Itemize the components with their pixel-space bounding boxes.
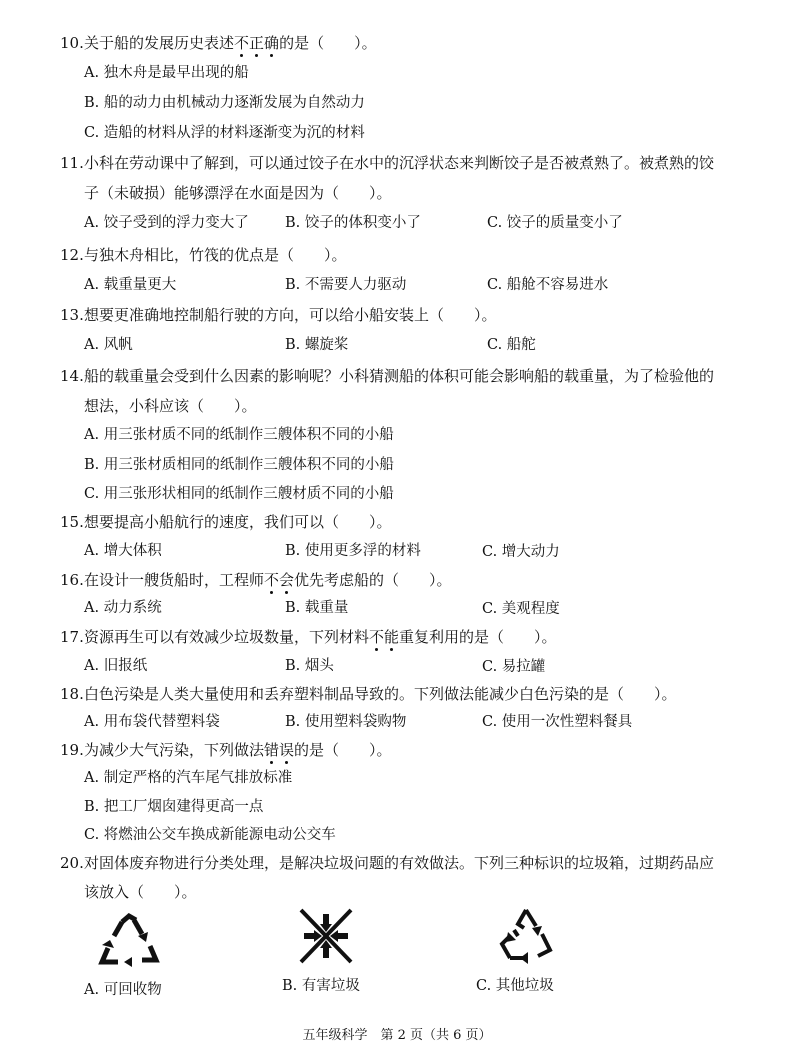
question-20-line2: 该放入（ ）。 — [84, 883, 197, 901]
option-19-b: B. 把工厂烟囱建得更高一点 — [84, 799, 264, 815]
page-footer: 五年级科学 第 2 页（共 6 页） — [302, 1028, 492, 1043]
option-14-a: A. 用三张材质不同的纸制作三艘体积不同的小船 — [84, 427, 394, 443]
emphasis-char: 正 — [249, 34, 265, 52]
question-11-line2: 子（未破损）能够漂浮在水面是因为（ ）。 — [84, 184, 392, 202]
question-14-line2: 想法，小科应该（ ）。 — [84, 397, 257, 415]
option-15-a: A. 增大体积 — [84, 543, 162, 559]
option-16-c: C. 美观程度 — [482, 601, 560, 617]
option-16-b: B. 载重量 — [285, 600, 349, 616]
emphasis-char: 不 — [264, 571, 280, 589]
option-13-c: C. 船舵 — [487, 337, 536, 353]
question-13: 13.想要更准确地控制船行驶的方向，可以给小船安装上（ ）。 — [60, 306, 497, 324]
option-19-a: A. 制定严格的汽车尾气排放标准 — [84, 770, 293, 786]
option-13-a: A. 风帆 — [84, 337, 133, 353]
other-waste-icon — [498, 906, 554, 968]
option-20-a: A. 可回收物 — [84, 982, 162, 998]
question-19: 19.为减少大气污染，下列做法错误的是（ ）。 — [60, 741, 392, 759]
option-12-a: A. 载重量更大 — [84, 277, 177, 293]
option-12-b: B. 不需要人力驱动 — [285, 277, 407, 293]
option-17-b: B. 烟头 — [285, 658, 334, 674]
option-17-c: C. 易拉罐 — [482, 659, 546, 675]
question-15: 15.想要提高小船航行的速度，我们可以（ ）。 — [60, 513, 392, 531]
option-10-c: C. 造船的材料从浮的材料逐渐变为沉的材料 — [84, 125, 365, 141]
option-14-c: C. 用三张形状相同的纸制作三艘材质不同的小船 — [84, 486, 394, 502]
emphasis-char: 会 — [279, 571, 295, 589]
option-15-c: C. 增大动力 — [482, 544, 560, 560]
option-11-c: C. 饺子的质量变小了 — [487, 215, 623, 231]
option-20-b: B. 有害垃圾 — [282, 978, 360, 994]
option-13-b: B. 螺旋桨 — [285, 337, 349, 353]
option-11-b: B. 饺子的体积变小了 — [285, 215, 421, 231]
option-16-a: A. 动力系统 — [84, 600, 162, 616]
option-15-b: B. 使用更多浮的材料 — [285, 543, 421, 559]
question-10: 10.关于船的发展历史表述不正确的是（ ）。 — [60, 34, 377, 52]
recycle-icon — [96, 912, 162, 972]
option-19-c: C. 将燃油公交车换成新能源电动公交车 — [84, 827, 336, 843]
question-17: 17.资源再生可以有效减少垃圾数量，下列材料不能重复利用的是（ ）。 — [60, 628, 557, 646]
question-12: 12.与独木舟相比，竹筏的优点是（ ）。 — [60, 246, 347, 264]
question-14: 14.船的载重量会受到什么因素的影响呢？小科猜测船的体积可能会影响船的载重量，为了检验他的 — [60, 367, 715, 385]
question-16: 16.在设计一艘货船时，工程师不会优先考虑船的（ ）。 — [60, 571, 452, 589]
question-20: 20.对固体废弃物进行分类处理，是解决垃圾问题的有效做法。下列三种标识的垃圾箱，过期药品应 — [60, 854, 715, 872]
option-10-b: B. 船的动力由机械动力逐渐发展为自然动力 — [84, 95, 365, 111]
question-18: 18.白色污染是人类大量使用和丢弃塑料制品导致的。下列做法能减少白色污染的是（ ）。 — [60, 685, 677, 703]
question-11: 11.小科在劳动课中了解到，可以通过饺子在水中的沉浮状态来判断饺子是否被煮熟了。被煮熟的饺 — [60, 154, 715, 172]
option-14-b: B. 用三张材质相同的纸制作三艘体积不同的小船 — [84, 457, 394, 473]
option-18-b: B. 使用塑料袋购物 — [285, 714, 407, 730]
option-11-a: A. 饺子受到的浮力变大了 — [84, 215, 249, 231]
option-12-c: C. 船舱不容易进水 — [487, 277, 609, 293]
emphasis-char: 错 — [264, 741, 280, 759]
option-18-a: A. 用布袋代替塑料袋 — [84, 714, 220, 730]
emphasis-char: 误 — [279, 741, 295, 759]
hazardous-waste-icon — [297, 906, 355, 966]
emphasis-char: 确 — [264, 34, 280, 52]
option-20-c: C. 其他垃圾 — [476, 978, 554, 994]
option-17-a: A. 旧报纸 — [84, 658, 148, 674]
option-10-a: A. 独木舟是最早出现的船 — [84, 65, 249, 81]
option-18-c: C. 使用一次性塑料餐具 — [482, 714, 633, 730]
emphasis-char: 能 — [384, 628, 400, 646]
emphasis-char: 不 — [369, 628, 385, 646]
emphasis-char: 不 — [234, 34, 250, 52]
